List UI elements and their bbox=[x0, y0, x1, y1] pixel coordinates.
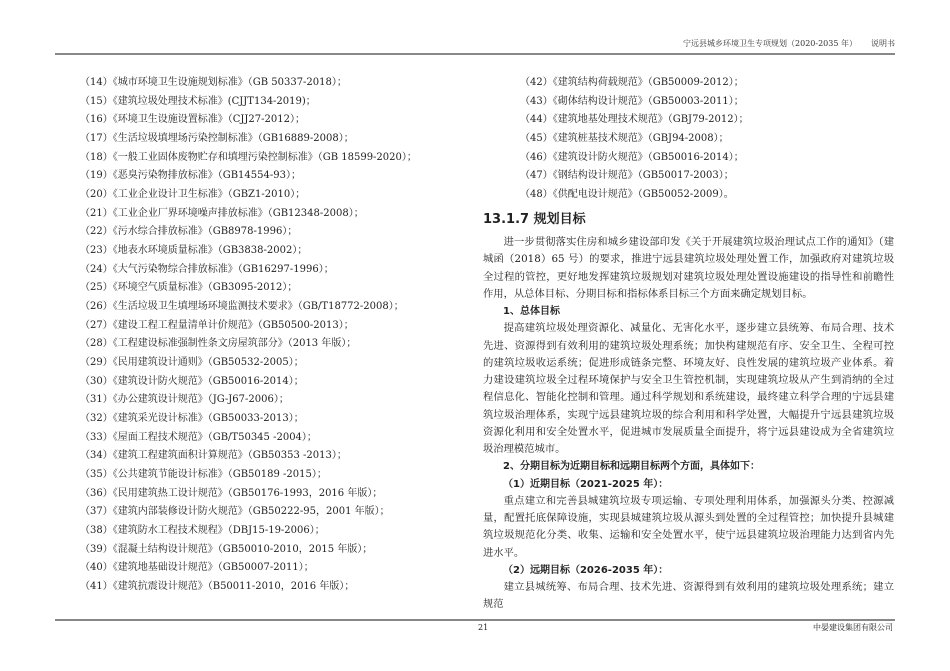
page-header bbox=[669, 38, 895, 49]
reference-item: （19）《恶臭污染物排放标准》（GB14554-93）； bbox=[80, 170, 301, 182]
reference-item: （26）《生活垃圾卫生填埋场环境监测技术要求》（GB/T18772-2008）； bbox=[80, 301, 404, 313]
header-title: 宁远县城乡环境卫生专项规划（2020-2035 年） bbox=[683, 39, 857, 48]
reference-list-left bbox=[80, 74, 470, 597]
header-doc-type: 说明书 bbox=[871, 39, 895, 48]
intro-paragraph: 进一步贯彻落实住房和城乡建设部印发《关于开展建筑垃圾治理试点工作的通知》（建城函（2018）65 号）的要求，推进宁远县建筑垃圾处理处置工作，加强政府对建筑垃圾全过程的管控，更好地发挥建筑垃圾规划对建筑垃圾处理处置设施建设的指导性和前瞻性作用，从总体目标、分期目标和指标体系目标三个方面来确定规划目标。 bbox=[483, 236, 894, 300]
reference-item: （35）《公共建筑节能设计标准》（GB50189 -2015）； bbox=[80, 469, 327, 481]
section-heading: 13.1.7 规划目标 bbox=[483, 212, 586, 227]
reference-item: （22）《污水综合排放标准》（GB8978-1996）； bbox=[80, 226, 298, 238]
reference-list-right bbox=[520, 74, 895, 205]
long-term-title: （2）远期目标（2026-2035 年）： bbox=[503, 564, 669, 576]
header-rule bbox=[55, 53, 895, 55]
reference-item: （34）《建筑工程建筑面积计算规范》（GB50353 -2013）； bbox=[80, 450, 347, 462]
reference-item: （41）《建筑抗震设计规范》（B50011-2010，2016 年版）； bbox=[80, 581, 355, 593]
footer-company: 中晏建设集团有限公司 bbox=[813, 623, 893, 632]
near-term-title: （1）近期目标（2021-2025 年）： bbox=[503, 478, 669, 490]
reference-item: （21）《工业企业厂界环境噪声排放标准》（GB12348-2008）； bbox=[80, 207, 364, 219]
reference-item: （20）《工业企业设计卫生标准》（GBZ1-2010）； bbox=[80, 189, 306, 201]
reference-item: （17）《生活垃圾填埋场污染控制标准》（GB16889-2008）； bbox=[80, 133, 354, 145]
reference-item: （23）《地表水环境质量标准》（GB3838-2002）； bbox=[80, 245, 308, 257]
reference-item: （25）《环境空气质量标准》（GB3095-2012）； bbox=[80, 282, 298, 294]
reference-item: （16）《环境卫生设施设置标准》（CJJ27-2012）； bbox=[80, 114, 305, 126]
reference-item: （36）《民用建筑热工设计规范》（GB50176-1993，2016 年版）； bbox=[80, 487, 383, 499]
reference-item: （47）《钢结构设计规范》（GB50017-2003）； bbox=[520, 170, 734, 182]
reference-item: （48）《供配电设计规范》（GB50052-2009）。 bbox=[520, 189, 734, 201]
reference-item: （28）《工程建设标准强制性条文房屋筑部分》（2013 年版）； bbox=[80, 338, 357, 350]
reference-item: （40）《建筑地基础设计规范》（GB50007-2011）； bbox=[80, 562, 314, 574]
footer-rule bbox=[55, 619, 895, 621]
overall-goal-title: 1、总体目标 bbox=[503, 306, 560, 317]
reference-item: （42）《建筑结构荷载规范》（GB50009-2012）； bbox=[520, 77, 744, 88]
reference-item: （32）《建筑采光设计标准》（GB50033-2013）； bbox=[80, 413, 304, 425]
reference-item: （44）《建筑地基处理技术规范》（GBJ79-2012）； bbox=[520, 114, 749, 126]
reference-item: （27）《建设工程工程量清单计价规范》（GB50500-2013）； bbox=[80, 319, 354, 331]
near-term-paragraph: 重点建立和完善县城建筑垃圾专项运输、专项处理利用体系，加强源头分类、控源减量，配置托底保障设施，实现县城建筑垃圾从源头到处置的全过程管控；加快提升县城建筑垃圾规范化分类、收集、运输和安全处置水平，使宁远县建筑垃圾治理能力达到省内先进水平。 bbox=[483, 494, 894, 559]
section-body bbox=[483, 234, 894, 614]
reference-item: （29）《民用建筑设计通则》（GB50532-2005）； bbox=[80, 357, 304, 369]
reference-item: （43）《砌体结构设计规范》（GB50003-2011）； bbox=[520, 95, 744, 107]
reference-item: （14）《城市环境卫生设施规划标准》（GB 50337-2018）； bbox=[80, 77, 347, 88]
reference-item: （45）《建筑桩基技术规范》（GBJ94-2008）； bbox=[520, 133, 729, 145]
reference-item: （38）《建筑防水工程技术规程》（DBJ15-19-2006）； bbox=[80, 525, 325, 537]
reference-item: （15）《建筑垃圾处理技术标准》(CJJT134-2019)； bbox=[80, 95, 316, 107]
reference-item: （31）《办公建筑设计规范》（JG-J67-2006）； bbox=[80, 394, 289, 406]
reference-item: （30）《建筑设计防火规范》（GB50016-2014）； bbox=[80, 375, 304, 387]
reference-item: （33）《屋面工程技术规范》（GB/T50345 -2004）； bbox=[80, 431, 317, 443]
reference-item: （39）《混凝土结构设计规范》（GB50010-2010，2015 年版）； bbox=[80, 543, 373, 555]
phase-goal-title: 2、分期目标为近期目标和远期目标两个方面，具体如下： bbox=[503, 461, 760, 473]
long-term-paragraph: 建立县城统筹、布局合理、技术先进、资源得到有效利用的建筑垃圾处理系统；建立规范 bbox=[483, 581, 894, 611]
reference-item: （18）《一般工业固体废物贮存和填埋污染控制标准》（GB 18599-2020）； bbox=[80, 151, 417, 163]
reference-item: （37）《建筑内部装修设计防火规范》（GB50222-95，2001 年版）； bbox=[80, 506, 390, 518]
overall-goal-paragraph: 提高建筑垃圾处理资源化、减量化、无害化水平，逐步建立县统筹、布局合理、技术先进、资源得到有效利用的建筑垃圾处理系统；加快构建规范有序、安全卫生、全程可控的建筑垃圾收运系统；促进形成链条完整、环境友好、良性发展的建筑垃圾产业体系。着力建设建筑垃圾全过程环境保护与安全卫生管控机制，实现建筑垃圾从产生到消纳的全过程信息化、智能化控制和管理。通过科学规划和系统建设，最终建立科学合理的宁远县建筑垃圾治理体系，实现宁远县建筑垃圾的综合利用和科学处置，大幅提升宁远县建筑垃圾资源化利用和安全处置水平，促进城市发展质量全面提升，将宁远县建设成为全省建筑垃圾治理模范城市。 bbox=[483, 322, 894, 455]
reference-item: （24）《大气污染物综合排放标准》（GB16297-1996）； bbox=[80, 263, 334, 275]
page-number: 21 bbox=[478, 623, 489, 632]
reference-item: （46）《建筑设计防火规范》（GB50016-2014）； bbox=[520, 151, 744, 163]
